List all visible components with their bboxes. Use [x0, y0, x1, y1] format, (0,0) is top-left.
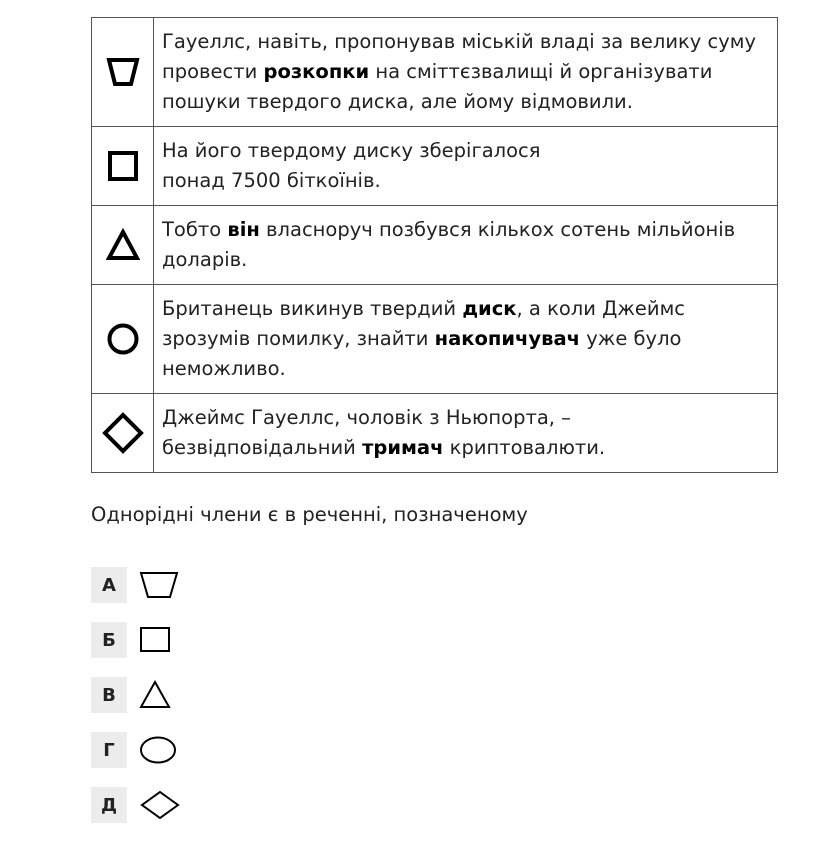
emphasized-word: накопичувач — [434, 327, 581, 350]
table-row — [92, 206, 778, 285]
table-row — [92, 18, 778, 127]
shape-cell — [92, 285, 154, 394]
square-icon — [106, 149, 140, 183]
answer-options — [91, 567, 181, 842]
sentence-fragment: на сміттєзвалищі й організувати пошуки твердого диска, але йому відмовили. — [162, 60, 713, 113]
sentence-text — [154, 127, 778, 206]
table-row — [92, 127, 778, 206]
sentence-fragment: Джеймс Гауеллс, чоловік з Ньюпорта, – безвідповідальний — [162, 406, 571, 459]
emphasized-word: він — [227, 218, 260, 241]
sentence-fragment: Британець викинув твердий — [162, 297, 463, 320]
option-letter: Г — [91, 732, 127, 768]
answer-option-a[interactable] — [91, 567, 181, 603]
emphasized-word: розкопки — [263, 60, 370, 83]
shape-cell — [92, 394, 154, 473]
sentence-text — [154, 18, 778, 127]
option-letter: А — [91, 567, 127, 603]
sentence-fragment: понад 7500 біткоїнів. — [162, 169, 381, 192]
sentence-fragment: Тобто — [162, 218, 228, 241]
circle-icon — [139, 735, 179, 765]
shape-cell — [92, 127, 154, 206]
sentence-text — [154, 285, 778, 394]
triangle-icon — [139, 680, 173, 710]
table-row — [92, 394, 778, 473]
sentence-fragment: криптовалюти. — [443, 436, 606, 459]
answer-option-h[interactable] — [91, 732, 181, 768]
sentence-fragment: власноруч позбувся кількох сотень мільйонів доларів. — [162, 218, 736, 271]
sentence-fragment: На його твердому диску зберігалося — [162, 139, 541, 162]
table-row — [92, 285, 778, 394]
shape-cell — [92, 206, 154, 285]
sentences-table — [91, 17, 778, 473]
sentence-fragment: Гауеллс, навіть, пропонував міській владі за велику суму провести — [162, 30, 757, 83]
sentence-text — [154, 394, 778, 473]
answer-option-v[interactable] — [91, 677, 181, 713]
circle-icon — [106, 322, 140, 356]
answer-option-b[interactable] — [91, 622, 181, 658]
emphasized-word: тримач — [362, 436, 444, 459]
diamond-icon — [139, 790, 181, 820]
diamond-icon — [102, 412, 144, 454]
trapezoid-icon — [139, 570, 179, 600]
triangle-icon — [106, 228, 140, 262]
trapezoid-icon — [106, 55, 140, 89]
emphasized-word: диск — [462, 297, 517, 320]
square-icon — [139, 625, 173, 655]
sentence-text — [154, 206, 778, 285]
sentence-fragment: , а коли Джеймс зрозумів помилку, знайти — [162, 297, 686, 350]
shape-cell — [92, 18, 154, 127]
answer-option-d[interactable] — [91, 787, 181, 823]
option-letter: В — [91, 677, 127, 713]
option-letter: Б — [91, 622, 127, 658]
question-text: Однорідні члени є в реченні, позначеному — [91, 503, 528, 526]
option-letter: Д — [91, 787, 127, 823]
sentence-fragment: уже було неможливо. — [162, 327, 682, 380]
